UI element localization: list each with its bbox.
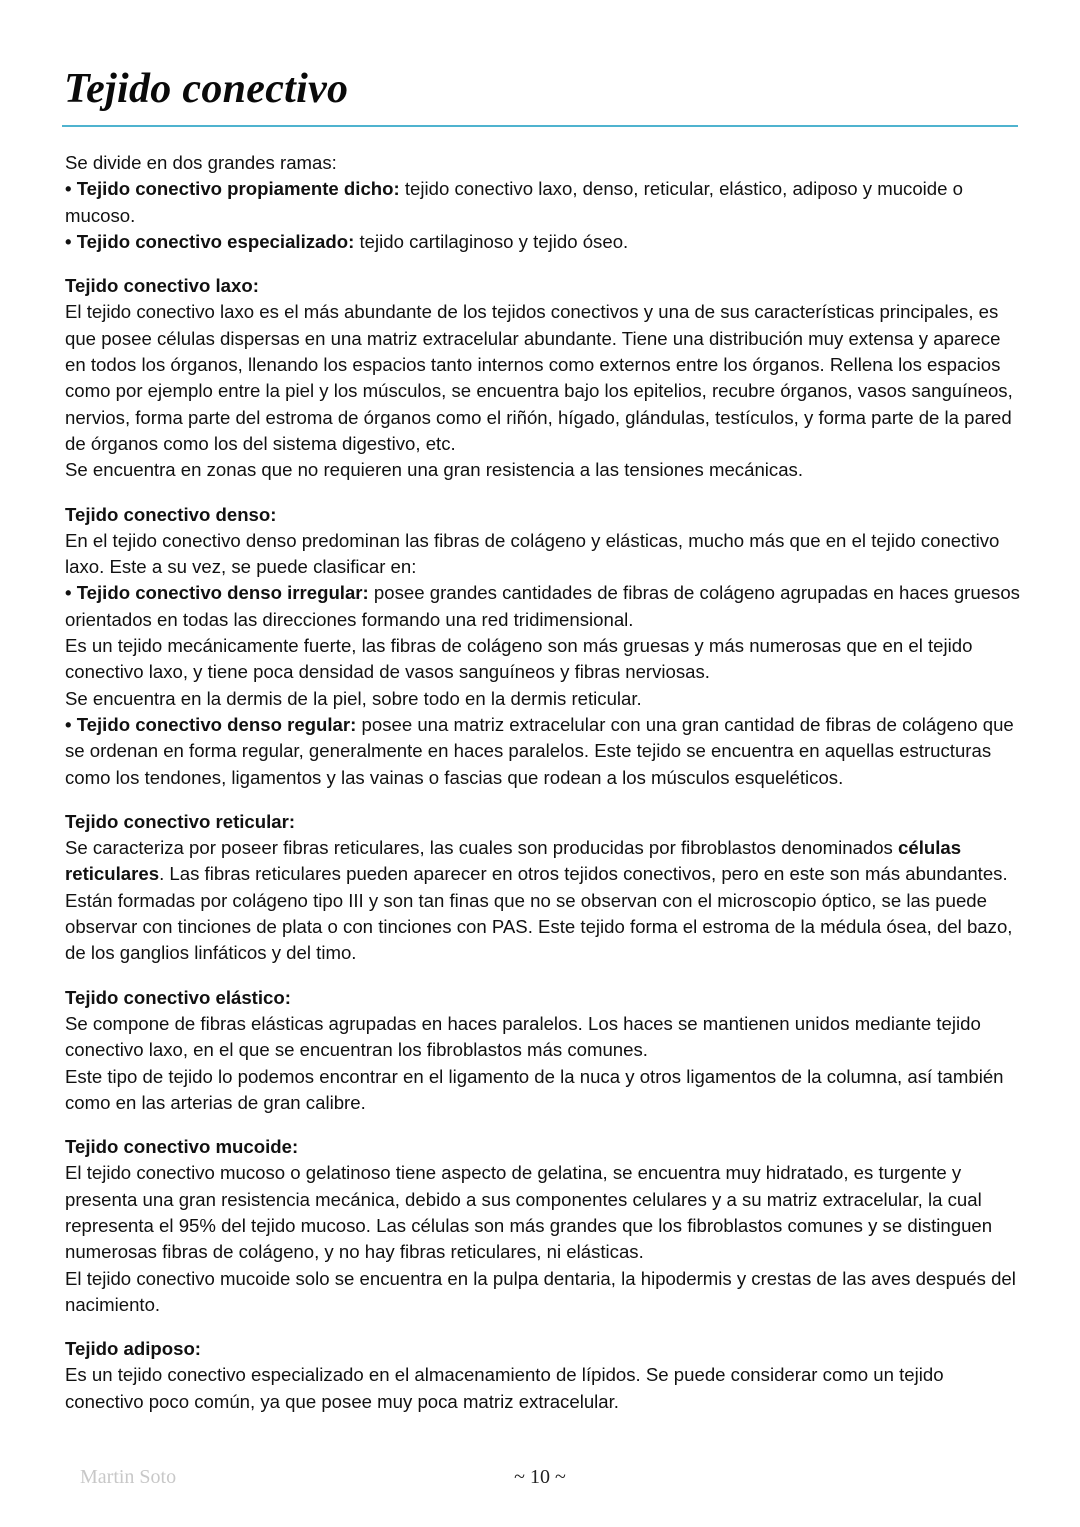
section-laxo [65, 273, 1020, 483]
denso-regular-item [65, 712, 1020, 791]
document-body [65, 150, 1020, 1433]
page-number: ~ 10 ~ [514, 1466, 566, 1488]
bullet: • [65, 713, 77, 735]
paragraph: Se encuentra en la dermis de la piel, sobre todo en la dermis reticular. [65, 687, 642, 709]
section-heading: Tejido conectivo laxo: [65, 275, 259, 297]
paragraph: Este tipo de tejido lo podemos encontrar en el ligamento de la nuca y otros ligamentos de la columna, así también como en las arterias de gran calibre. [65, 1065, 1004, 1113]
section-heading: Tejido conectivo elástico: [65, 986, 291, 1008]
text-before: Se caracteriza por poseer fibras reticulares, las cuales son producidas por fibroblastos denominados [65, 837, 899, 859]
intro-item-text: tejido cartilaginoso y tejido óseo. [354, 230, 629, 252]
bullet: • [65, 230, 77, 252]
text-after: . Las fibras reticulares pueden aparecer en otros tejidos conectivos, pero en este son más abundantes. Están formadas por colágeno tipo III y son tan finas que no se observan con el microscopio óptico, se las puede observar con tinciones de plata o con tinciones con PAS. Este tejido forma el estroma de la médula ósea, del bazo, de los ganglios linfáticos y del timo. [65, 863, 1013, 964]
intro-item-term: Tejido conectivo especializado: [76, 230, 355, 252]
section-elastico [65, 985, 1020, 1116]
denso-irregular-item [65, 580, 1020, 633]
item-term: Tejido conectivo denso irregular: [76, 582, 369, 604]
intro-lead: Se divide en dos grandes ramas: [65, 152, 337, 173]
bullet: • [65, 582, 77, 604]
paragraph: Es un tejido conectivo especializado en el almacenamiento de lípidos. Se puede considerar como un tejido conectivo poco común, ya que posee muy poca matriz extracelular. [65, 1364, 944, 1412]
item-text: posee una matriz extracelular con una gran cantidad de fibras de colágeno que se ordenan en forma regular, generalmente en haces paralelos. Este tejido se encuentra en aquellas estructuras como los tendones, ligamentos y las vainas o fascias que rodean a los músculos esqueléticos. [65, 713, 1014, 788]
intro-item-text: tejido conectivo laxo, denso, reticular, elástico, adiposo y mucoide o mucoso. [65, 178, 963, 226]
section-reticular [65, 809, 1020, 967]
section-heading: Tejido adiposo: [65, 1338, 202, 1360]
title-underline-divider [62, 125, 1018, 127]
item-term: Tejido conectivo denso regular: [76, 713, 357, 735]
bullet: • [65, 178, 77, 200]
paragraph: El tejido conectivo laxo es el más abundante de los tejidos conectivos y una de sus características principales, es que posee células dispersas en una matriz extracelular abundante. Tiene una distribución muy extensa y aparece en todos los órganos, llenando los espacios tanto internos como externos entre los órganos. Rellena los espacios como por ejemplo entre la piel y los músculos, se encuentra bajo los epitelios, recubre órganos, vasos sanguíneos, nervios, forma parte del estroma de órganos como el riñón, hígado, glándulas, testículos, y forma parte de la pared de órganos como los del sistema digestivo, etc. [65, 301, 1013, 454]
section-heading: Tejido conectivo mucoide: [65, 1136, 299, 1158]
footer-author: Martin Soto [80, 1466, 177, 1488]
section-adiposo [65, 1336, 1020, 1415]
section-denso [65, 502, 1020, 791]
paragraph [65, 835, 1020, 966]
section-heading: Tejido conectivo reticular: [65, 810, 296, 832]
intro-section [65, 150, 1020, 255]
paragraph: Se compone de fibras elásticas agrupadas en haces paralelos. Los haces se mantienen unidos mediante tejido conectivo laxo, en el que se encuentran los fibroblastos más comunes. [65, 1012, 981, 1061]
intro-item-term: Tejido conectivo propiamente dicho: [76, 178, 400, 200]
section-heading: Tejido conectivo denso: [65, 503, 277, 525]
paragraph: En el tejido conectivo denso predominan las fibras de colágeno y elásticas, mucho más que en el tejido conectivo laxo. Este a su vez, se puede clasificar en: [65, 529, 1000, 578]
paragraph: Es un tejido mecánicamente fuerte, las fibras de colágeno son más gruesas y más numerosas que en el tejido conectivo laxo, y tiene poca densidad de vasos sanguíneos y fibras nerviosas. [65, 635, 973, 683]
bold-term: células reticulares [65, 837, 962, 885]
page-title: Tejido conectivo [64, 66, 349, 112]
intro-item-propiamente-dicho [65, 176, 1020, 229]
paragraph: El tejido conectivo mucoide solo se encuentra en la pulpa dentaria, la hipodermis y crestas de las aves después del nacimiento. [65, 1267, 1016, 1315]
paragraph: Se encuentra en zonas que no requieren una gran resistencia a las tensiones mecánicas. [65, 459, 804, 481]
intro-item-especializado [65, 229, 1020, 255]
item-text: posee grandes cantidades de fibras de colágeno agrupadas en haces gruesos orientados en todas las direcciones formando una red tridimensional. [65, 582, 1020, 630]
section-mucoide [65, 1134, 1020, 1318]
paragraph: El tejido conectivo mucoso o gelatinoso tiene aspecto de gelatina, se encuentra muy hidratado, es turgente y presenta una gran resistencia mecánica, debido a sus componentes celulares y a su matriz extracelular, la cual representa el 95% del tejido mucoso. Las células son más grandes que los fibroblastos comunes y se distinguen numerosas fibras de colágeno, y no hay fibras reticulares, ni elásticas. [65, 1162, 993, 1263]
